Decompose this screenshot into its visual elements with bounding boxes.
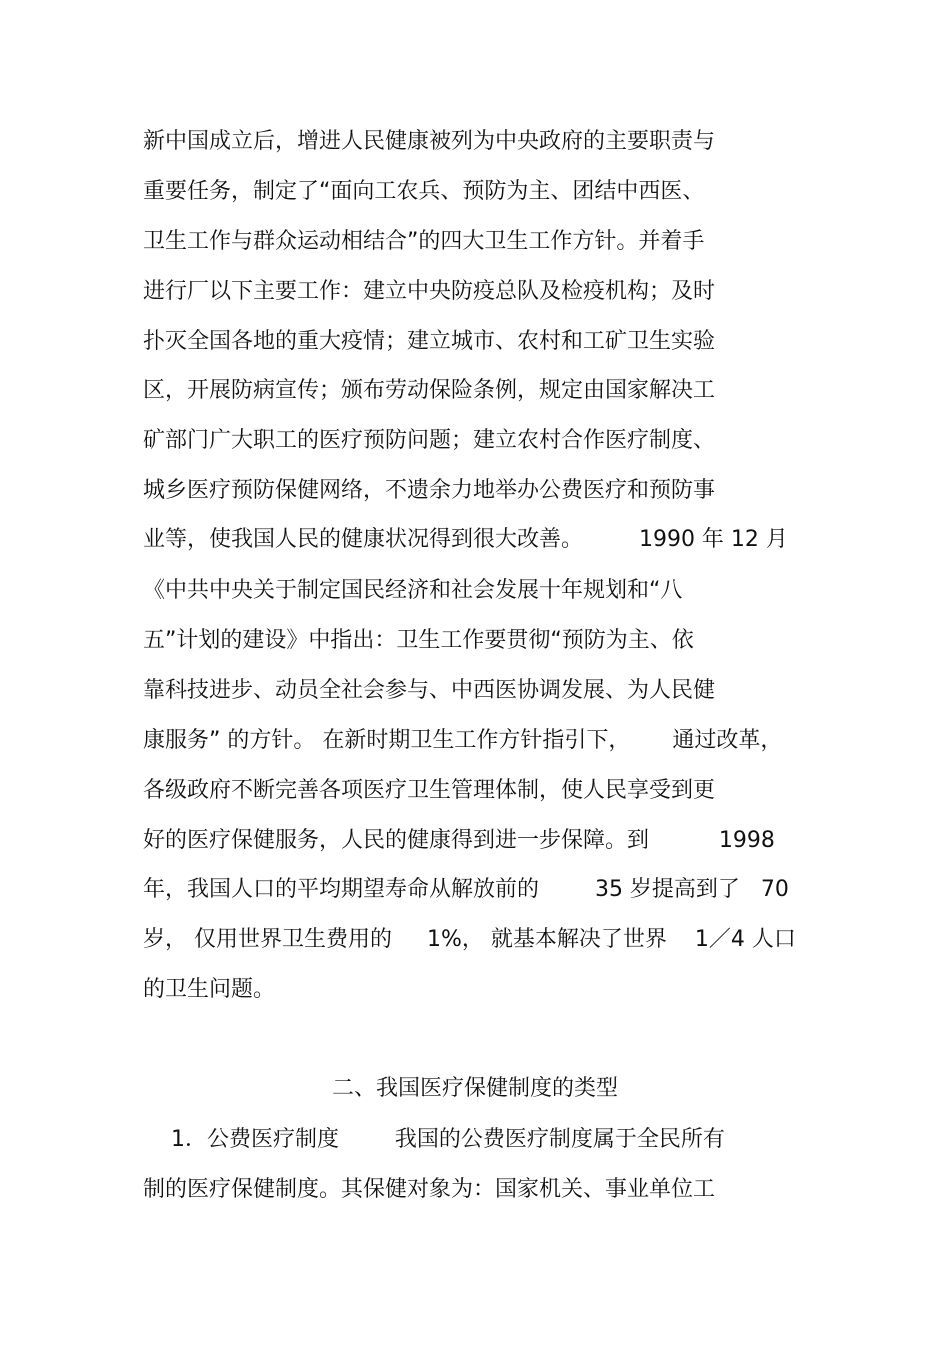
section-heading: 二、我国医疗保健制度的类型 — [331, 1076, 618, 1101]
text-line: 进行厂以下主要工作：建立中央防疫总队及检疫机构；及时 — [143, 279, 716, 304]
text-line: 的卫生问题。 — [143, 977, 276, 1002]
text-line: 年，我国人口的平均期望寿命从解放前的 35 岁提高到了 70 — [143, 877, 789, 902]
text-line: 城乡医疗预防保健网络，不遗余力地举办公费医疗和预防事 — [143, 478, 716, 503]
text-line: 岁， 仅用世界卫生费用的 1%， 就基本解决了世界 1／4 人口 — [143, 927, 796, 952]
text-line: 新中国成立后，增进人民健康被列为中央政府的主要职责与 — [143, 129, 716, 154]
text-line: 靠科技进步、动员全社会参与、中西医协调发展、为人民健 — [143, 678, 716, 703]
text-line: 各级政府不断完善各项医疗卫生管理体制，使人民享受到更 — [143, 778, 716, 803]
text-line: 业等，使我国人民的健康状况得到很大改善。 1990 年 12 月 — [143, 527, 788, 552]
text-line: 好的医疗保健服务，人民的健康得到进一步保障。到 1998 — [143, 828, 775, 853]
text-line: 区，开展防病宣传；颁布劳动保险条例，规定由国家解决工 — [143, 378, 716, 403]
text-line: 1．公费医疗制度 我国的公费医疗制度属于全民所有 — [143, 1127, 725, 1152]
text-line: 重要任务，制定了“面向工农兵、预防为主、团结中西医、 — [143, 179, 705, 204]
text-line: 五”计划的建设》中指出：卫生工作要贯彻“预防为主、依 — [143, 628, 694, 653]
text-line: 制的医疗保健制度。其保健对象为：国家机关、事业单位工 — [143, 1177, 716, 1202]
text-line: 矿部门广大职工的医疗预防问题；建立农村合作医疗制度、 — [143, 428, 716, 453]
text-line: 扑灭全国各地的重大疫情；建立城市、农村和工矿卫生实验 — [143, 329, 716, 354]
text-line: 卫生工作与群众运动相结合”的四大卫生工作方针。并着手 — [143, 229, 705, 254]
text-line: 康服务” 的方针。 在新时期卫生工作方针指引下， 通过改革， — [143, 728, 783, 753]
text-line: 《中共中央关于制定国民经济和社会发展十年规划和“八 — [143, 578, 683, 603]
